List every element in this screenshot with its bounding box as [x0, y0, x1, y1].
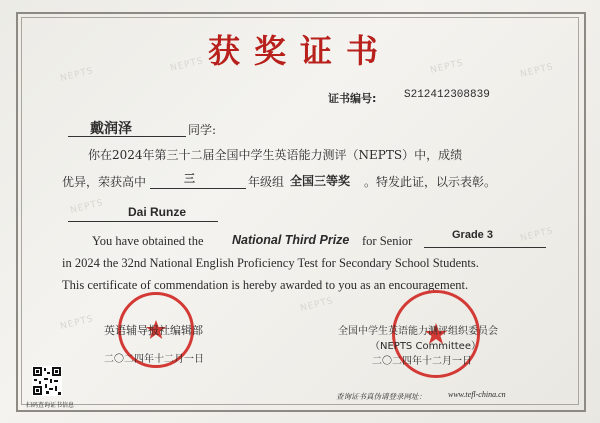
watermark: NEPTS	[519, 226, 555, 244]
issuer-right-name-en: （NEPTS Committee）	[370, 341, 481, 352]
qr-caption: 扫码查询证书信息	[26, 402, 75, 409]
certificate-number-label: 证书编号:	[328, 92, 377, 105]
issuer-right-date: 二〇二四年十二月一日	[372, 356, 472, 367]
qr-code	[32, 366, 62, 396]
watermark: NEPTS	[69, 198, 105, 216]
issuer-right-name: 全国中学生英语能力测评组织委员会	[338, 326, 498, 337]
body-en-line1-mid: for Senior	[362, 234, 413, 248]
recipient-name-cn: 戴润泽	[90, 121, 132, 137]
verify-url[interactable]: www.tefl-china.cn	[448, 390, 506, 399]
watermark: NEPTS	[429, 58, 465, 76]
award-en: National Third Prize	[232, 233, 350, 247]
qr-code-icon	[32, 366, 62, 396]
award-cn: 全国三等奖	[290, 174, 351, 188]
certificate-number: S212412308839	[404, 89, 490, 101]
body-cn-line2-mid: 年级组	[248, 175, 285, 189]
grade-en-underline	[424, 247, 546, 248]
greeting: 同学:	[188, 123, 217, 137]
watermark: NEPTS	[169, 56, 205, 74]
watermark: NEPTS	[59, 66, 95, 84]
watermark: NEPTS	[299, 296, 335, 314]
issuer-left-date: 二〇二四年十二月一日	[104, 354, 204, 365]
body-cn-line2-prefix: 优异，荣获高中	[62, 175, 147, 189]
name-underline	[68, 136, 186, 137]
grade-cn: 三	[184, 172, 195, 185]
body-en-line2: in 2024 the 32nd National English Proficiency Test for Secondary School Students.	[62, 256, 479, 270]
issuer-left-name: 英语辅导报社编辑部	[104, 324, 203, 337]
grade-en: Grade 3	[452, 229, 493, 241]
body-en-line3: This certificate of commendation is hereby awarded to you as an encouragement.	[62, 278, 469, 292]
grade-underline	[150, 188, 246, 189]
body-en-line1-prefix: You have obtained the	[92, 234, 204, 248]
certificate-title: 获奖证书	[207, 32, 392, 70]
watermark: NEPTS	[59, 314, 95, 332]
verify-label: 查询证书真伪请登录网址：	[336, 392, 426, 401]
watermark: NEPTS	[519, 62, 555, 80]
name-en-underline	[68, 221, 218, 222]
body-cn-line2-suffix: 。特发此证，以示表彰。	[364, 175, 497, 189]
body-cn-line1: 你在2024年第三十二届全国中学生英语能力测评（NEPTS）中，成绩	[88, 148, 463, 162]
inner-border	[21, 17, 579, 405]
recipient-name-en: Dai Runze	[128, 205, 187, 219]
